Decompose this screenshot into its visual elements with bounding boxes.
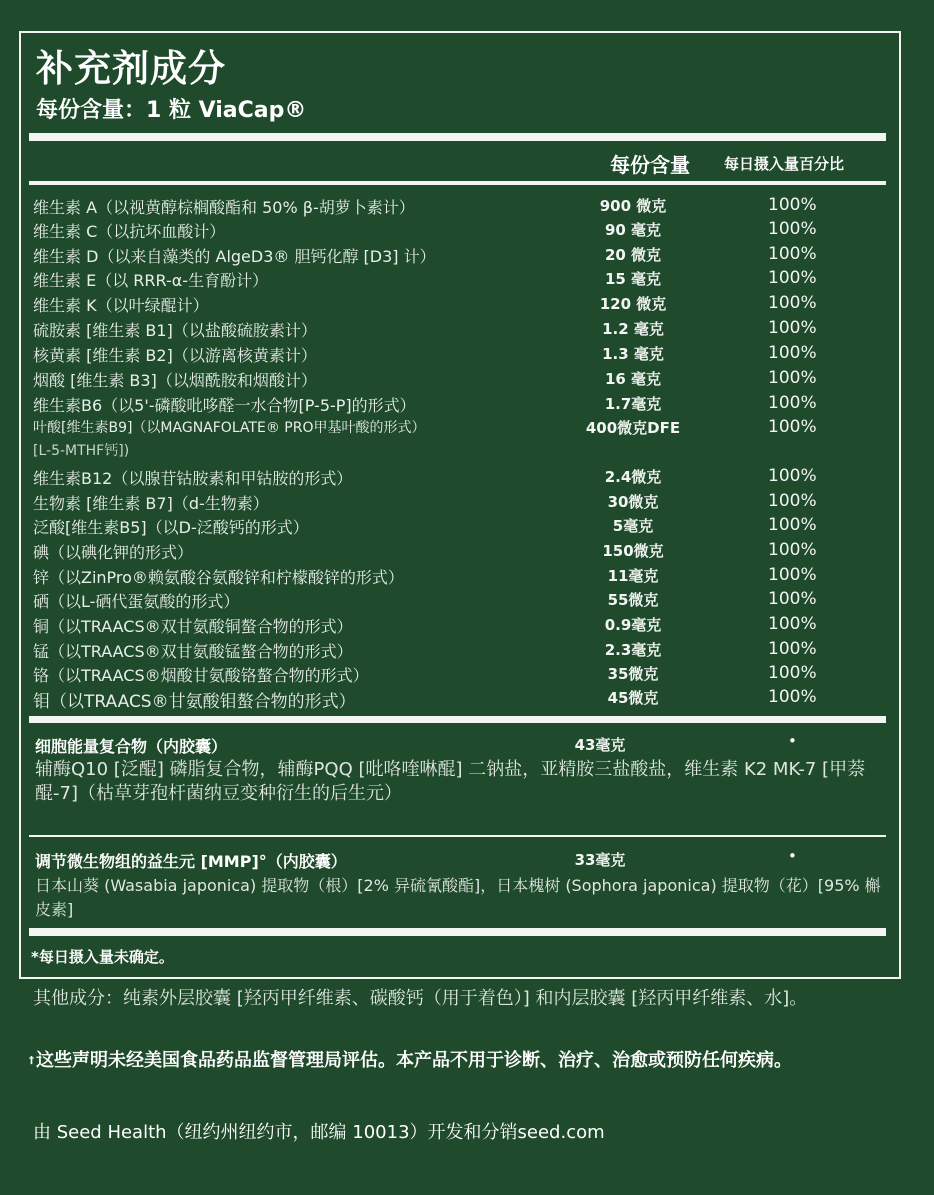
- nutrient-name: 维生素 C（以抗坏血酸计）: [33, 222, 226, 241]
- nutrient-dv: 100%: [768, 219, 817, 239]
- nutrient-row: [33, 663, 888, 687]
- nutrient-amount: 150微克: [602, 542, 664, 560]
- distributor-line: 由 Seed Health（纽约州纽约市，邮编 10013）开发和分销seed.com: [33, 1122, 605, 1143]
- nutrient-dv: 100%: [768, 515, 817, 535]
- nutrient-dv: 100%: [768, 195, 817, 215]
- nutrient-row: [33, 318, 888, 342]
- nutrient-row: [33, 219, 888, 243]
- nutrient-amount: 120 微克: [599, 295, 667, 313]
- nutrient-dv: 100%: [768, 466, 817, 486]
- nutrient-dv: 100%: [768, 565, 817, 585]
- fda-disclaimer-text: 这些声明未经美国食品药品监督管理局评估。本产品不用于诊断、治疗、治愈或预防任何疾病。: [36, 1050, 792, 1071]
- nutrient-dv: 100%: [768, 540, 817, 560]
- nutrient-name: 钼（以TRAACS®甘氨酸钼螯合物的形式）: [33, 692, 356, 712]
- nutrient-dv: 100%: [768, 393, 817, 413]
- nutrient-row: [33, 417, 888, 441]
- nutrient-dv: 100%: [768, 639, 817, 659]
- nutrient-row: [33, 614, 888, 638]
- nutrient-name: 维生素 E（以 RRR-α-生育酚计）: [33, 271, 269, 290]
- divider-thick: [29, 716, 886, 723]
- nutrient-amount: 30微克: [607, 493, 659, 511]
- nutrient-amount: 2.3毫克: [604, 641, 662, 659]
- nutrient-amount: 2.4微克: [604, 468, 662, 486]
- nutrient-row: [33, 393, 888, 417]
- nutrient-name: 核黄素 [维生素 B2]（以游离核黄素计）: [33, 346, 317, 365]
- nutrient-name: 烟酸 [维生素 B3]（以烟酰胺和烟酸计）: [33, 371, 317, 390]
- panel-title: 补充剂成分: [36, 47, 226, 90]
- nutrient-name: 生物素 [维生素 B7]（d-生物素）: [33, 494, 269, 513]
- nutrient-name: 锰（以TRAACS®双甘氨酸锰螯合物的形式）: [33, 642, 353, 661]
- nutrient-dv: 100%: [768, 614, 817, 634]
- blend-amount: 33毫克: [574, 851, 626, 869]
- nutrient-name: 叶酸[维生素B9]（以MAGNAFOLATE® PRO甲基叶酸的形式）: [33, 420, 426, 436]
- nutrient-row: [33, 515, 888, 539]
- nutrient-amount: 1.7毫克: [604, 395, 662, 413]
- nutrient-amount: 90 毫克: [604, 221, 662, 239]
- nutrient-name: 维生素B12（以腺苷钴胺素和甲钴胺的形式）: [33, 469, 353, 488]
- nutrient-dv: 100%: [768, 343, 817, 363]
- divider-thick: [29, 928, 886, 936]
- nutrient-name: 碘（以碘化钾的形式）: [33, 543, 194, 562]
- column-header-amount: 每份含量: [610, 153, 690, 177]
- nutrient-amount: 900 微克: [599, 197, 667, 215]
- nutrient-name: 锌（以ZinPro®赖氨酸谷氨酸锌和柠檬酸锌的形式）: [33, 568, 404, 587]
- fda-disclaimer: [29, 1048, 849, 1073]
- nutrient-amount: 400微克DFE: [585, 419, 681, 437]
- nutrient-amount: 1.3 毫克: [602, 345, 664, 363]
- nutrient-name-continuation: [L-5-MTHF钙]): [33, 443, 130, 459]
- nutrient-name: 铜（以TRAACS®双甘氨酸铜螯合物的形式）: [33, 617, 353, 636]
- nutrient-name: 硒（以L-硒代蛋氨酸的形式）: [33, 592, 240, 611]
- nutrient-row: [33, 466, 888, 490]
- blend-ingredients: 辅酶Q10 [泛醌] 磷脂复合物，辅酶PQQ [吡咯喹啉醌] 二钠盐，亚精胺三盐酸盐，维生素 K2 MK-7 [甲萘醌-7]（枯草芽孢杆菌纳豆变种衍生的后生元）: [35, 759, 866, 804]
- divider-medium: [29, 181, 886, 185]
- nutrient-amount: 0.9毫克: [604, 616, 662, 634]
- nutrient-amount: 55微克: [607, 591, 659, 609]
- nutrient-amount: 5毫克: [612, 517, 654, 535]
- column-header-dv: 每日摄入量百分比: [724, 155, 845, 173]
- nutrient-row: [33, 589, 888, 613]
- nutrient-name: 铬（以TRAACS®烟酸甘氨酸铬螯合物的形式）: [33, 666, 369, 685]
- nutrient-row: [33, 491, 888, 515]
- nutrient-row: [33, 195, 888, 219]
- blend-amount: 43毫克: [574, 736, 626, 754]
- nutrient-row: [33, 639, 888, 663]
- nutrient-dv: 100%: [768, 491, 817, 511]
- nutrient-amount: 15 毫克: [604, 270, 662, 288]
- nutrient-dv: 100%: [768, 293, 817, 313]
- nutrient-name: 维生素 K（以叶绿醌计）: [33, 296, 209, 315]
- nutrient-row: [33, 565, 888, 589]
- nutrient-amount: 45微克: [607, 689, 659, 707]
- nutrient-amount: 1.2 毫克: [602, 320, 664, 338]
- serving-size: 每份含量：1 粒 ViaCap®: [36, 98, 307, 123]
- nutrient-dv: 100%: [768, 589, 817, 609]
- blend-dv-marker: •: [788, 847, 797, 865]
- divider-thin: [29, 835, 886, 837]
- nutrient-amount: 20 微克: [604, 246, 662, 264]
- blend-title: 调节微生物组的益生元 [MMP]°（内胶囊）: [35, 852, 347, 871]
- nutrient-name: 维生素B6（以5'-磷酸吡哆醛一水合物[P-5-P]的形式）: [33, 396, 416, 415]
- nutrient-dv: 100%: [768, 663, 817, 683]
- nutrient-name: 硫胺素 [维生素 B1]（以盐酸硫胺素计）: [33, 321, 317, 340]
- dagger-mark: †: [29, 1055, 34, 1066]
- nutrient-name: 泛酸[维生素B5]（以D-泛酸钙的形式）: [33, 518, 309, 537]
- nutrient-row: [33, 244, 888, 268]
- nutrient-dv: 100%: [768, 687, 817, 707]
- other-ingredients: 其他成分：纯素外层胶囊 [羟丙甲纤维素、碳酸钙（用于着色）] 和内层胶囊 [羟丙甲纤维素、水]。: [33, 988, 808, 1009]
- nutrient-dv: 100%: [768, 417, 817, 437]
- blend-title: 细胞能量复合物（内胶囊）: [35, 737, 228, 756]
- nutrient-amount: 11毫克: [607, 567, 659, 585]
- nutrient-row: [33, 368, 888, 392]
- nutrient-row: [33, 540, 888, 564]
- dv-footnote: *每日摄入量未确定。: [31, 948, 174, 966]
- nutrient-amount: 16 毫克: [604, 370, 662, 388]
- nutrient-row: [33, 268, 888, 292]
- nutrient-amount: 35微克: [607, 665, 659, 683]
- nutrient-name: 维生素 A（以视黄醇棕榈酸酯和 50% β-胡萝卜素计）: [33, 198, 415, 217]
- nutrient-dv: 100%: [768, 244, 817, 264]
- nutrient-name: 维生素 D（以来自藻类的 AlgeD3® 胆钙化醇 [D3] 计）: [33, 247, 436, 266]
- nutrient-row: [33, 687, 888, 711]
- nutrient-row: [33, 343, 888, 367]
- nutrient-dv: 100%: [768, 318, 817, 338]
- nutrient-row: [33, 293, 888, 317]
- nutrient-dv: 100%: [768, 368, 817, 388]
- blend-dv-marker: •: [788, 732, 797, 750]
- divider-thick: [29, 133, 886, 141]
- nutrient-dv: 100%: [768, 268, 817, 288]
- blend-ingredients: 日本山葵 (Wasabia japonica) 提取物（根）[2% 异硫氰酸酯]，日本槐树 (Sophora japonica) 提取物（花）[95% 槲皮素]: [35, 876, 881, 919]
